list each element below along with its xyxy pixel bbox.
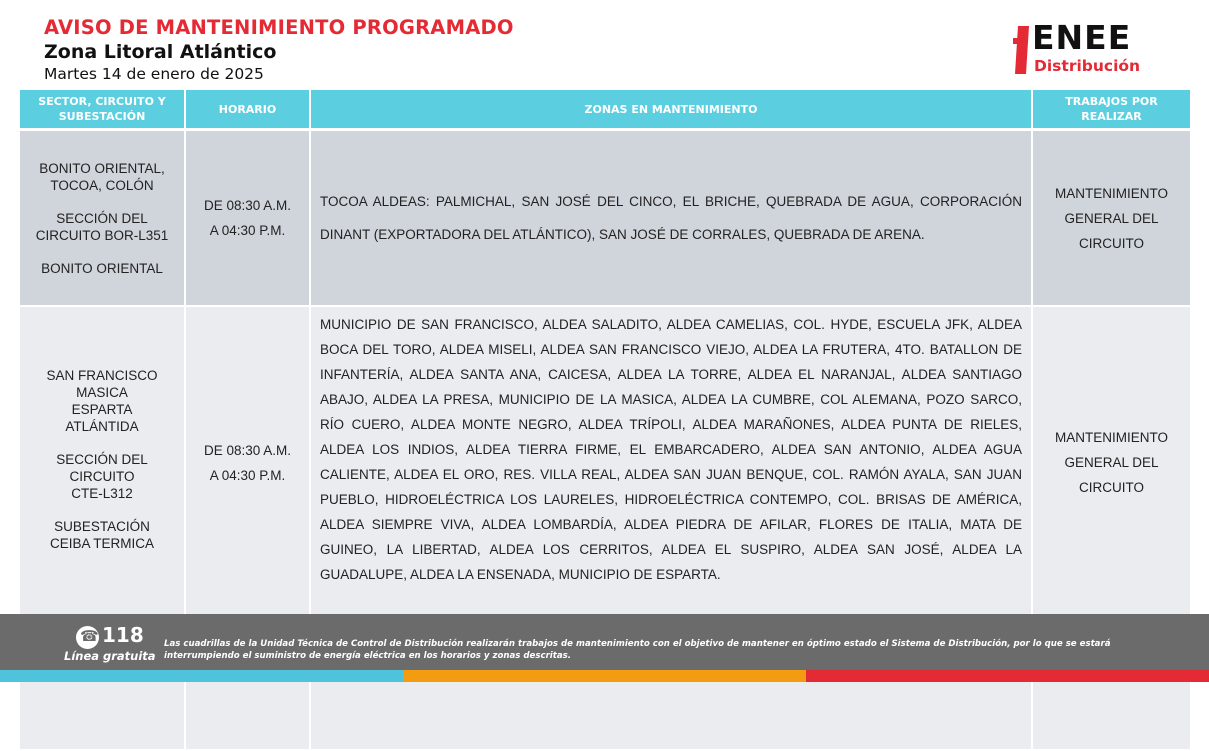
sector-line: CIRCUITO BOR-L351 bbox=[35, 227, 169, 243]
phone-label: Línea gratuita bbox=[64, 649, 156, 663]
horario-cell bbox=[185, 306, 310, 750]
trabajos-line: MANTENIMIENTO bbox=[1054, 430, 1168, 445]
notice-date: Martes 14 de enero de 2025 bbox=[44, 65, 264, 83]
horario-line: DE 08:30 A.M. bbox=[203, 443, 292, 458]
column-header-trabajos: TRABAJOS POR REALIZAR bbox=[1032, 90, 1190, 130]
trabajos-cell bbox=[1032, 130, 1190, 307]
table-row bbox=[20, 306, 1190, 750]
enee-logo-mark bbox=[1013, 26, 1029, 74]
sector-line: MASICA bbox=[76, 385, 128, 400]
trabajos-line: GENERAL DEL bbox=[1064, 210, 1159, 226]
phone-number: 118 bbox=[102, 623, 144, 647]
column-header-horario: HORARIO bbox=[185, 90, 310, 130]
zone-name: Zona Litoral Atlántico bbox=[44, 41, 277, 63]
sector-line: CTE-L312 bbox=[71, 486, 133, 501]
stripe-red bbox=[806, 670, 1209, 682]
stripe-cyan bbox=[0, 670, 403, 682]
trabajos-line: MANTENIMIENTO bbox=[1054, 185, 1168, 201]
notice-title: AVISO DE MANTENIMIENTO PROGRAMADO bbox=[44, 16, 514, 39]
color-stripes bbox=[0, 670, 1209, 682]
trabajos-cell bbox=[1032, 306, 1190, 750]
sector-line: TOCOA, COLÓN bbox=[50, 177, 154, 193]
footer-note: Las cuadrillas de la Unidad Técnica de Control de Distribución realizarán trabajos de mantenimiento con el objetivo de mantener en óptimo estado el Sistema de Distribución, por lo que se estará interrumpiendo el suministro de energía eléctrica en los horarios y zonas descritas. bbox=[164, 639, 1111, 661]
sector-line: SAN FRANCISCO bbox=[46, 368, 158, 383]
table-header-row bbox=[20, 90, 1190, 130]
sector-line: SECCIÓN DEL bbox=[56, 210, 148, 226]
sector-line: SUBESTACIÓN bbox=[54, 519, 150, 534]
sector-cell bbox=[20, 306, 185, 750]
sector-line: BONITO ORIENTAL bbox=[41, 260, 163, 276]
horario-line: A 04:30 P.M. bbox=[209, 223, 286, 238]
enee-logo-subtitle: Distribución bbox=[1034, 57, 1141, 75]
stripe-orange bbox=[403, 670, 806, 682]
enee-logo-name: ENEE bbox=[1032, 18, 1132, 57]
trabajos-line: GENERAL DEL bbox=[1064, 455, 1159, 470]
table-row bbox=[20, 130, 1190, 307]
phone-icon: ☎ bbox=[76, 626, 99, 649]
notice-header bbox=[44, 16, 514, 84]
sector-line: SECCIÓN DEL bbox=[56, 452, 148, 467]
sector-line: BONITO ORIENTAL, bbox=[39, 160, 165, 176]
sector-line: CIRCUITO bbox=[69, 469, 135, 484]
trabajos-line: CIRCUITO bbox=[1078, 480, 1144, 495]
trabajos-line: CIRCUITO bbox=[1078, 235, 1144, 251]
enee-logo bbox=[1010, 18, 1180, 78]
horario-cell bbox=[185, 130, 310, 307]
column-header-zonas: ZONAS EN MANTENIMIENTO bbox=[310, 90, 1032, 130]
zonas-cell: TOCOA ALDEAS: PALMICHAL, SAN JOSÉ DEL CINCO, EL BRICHE, QUEBRADA DE AGUA, CORPORACIÓN DINANT (EXPORTADORA DEL ATLÁNTICO), SAN JOSÉ DE CORRALES, QUEBRADA DE ARENA. bbox=[310, 130, 1032, 307]
horario-line: DE 08:30 A.M. bbox=[203, 198, 292, 213]
zonas-cell: MUNICIPIO DE SAN FRANCISCO, ALDEA SALADITO, ALDEA CAMELIAS, COL. HYDE, ESCUELA JFK, ALDEA BOCA DEL TORO, ALDEA MISELI, ALDEA SAN FRANCISCO VIEJO, ALDEA LA FRUTERA, 4TO. BATALLON DE INFANTERÍA, ALDEA SANTA ANA, CAICESA, ALDEA LA TORRE, ALDEA EL NARANJAL, ALDEA SANTIAGO ABAJO, ALDEA LA PRESA, MUNICIPIO DE LA MASICA, ALDEA LA CUMBRE, COL ALEMANA, POZO SARCO, RÍO CUERO, ALDEA MONTE NEGRO, ALDEA TRÍPOLI, ALDEA MARAÑONES, ALDEA PUNTA DE RIELES, ALDEA LOS INDIOS, ALDEA TIERRA FIRME, EL EMBARCADERO, ALDEA SAN ANTONIO, ALDEA AGUA CALIENTE, ALDEA EL ORO, RES. VILLA REAL, ALDEA SAN JUAN BENQUE, COL. RAMÓN AYALA, SAN JUAN PUEBLO, HIDROELÉCTRICA LOS LAURELES, HIDROELÉCTRICA CONTEMPO, COL. BRISAS DE AMÉRICA, ALDEA SIEMPRE VIVA, ALDEA LOMBARDÍA, ALDEA PIEDRA DE AFILAR, FLORES DE ITALIA, MATA DE GUINEO, LA LIBERTAD, ALDEA LOS CERRITOS, ALDEA EL SUSPIRO, ALDEA SAN JOSÉ, ALDEA LA GUADALUPE, ALDEA LA ENSENADA, MUNICIPIO DE ESPARTA. bbox=[310, 306, 1032, 750]
sector-line: ATLÁNTIDA bbox=[65, 419, 139, 434]
horario-line: A 04:30 P.M. bbox=[209, 468, 286, 483]
sector-line: ESPARTA bbox=[71, 402, 133, 417]
column-header-sector: SECTOR, CIRCUITO Y SUBESTACIÓN bbox=[20, 90, 185, 130]
footer-bar bbox=[0, 614, 1209, 670]
sector-line: CEIBA TERMICA bbox=[49, 536, 155, 551]
sector-cell bbox=[20, 130, 185, 307]
